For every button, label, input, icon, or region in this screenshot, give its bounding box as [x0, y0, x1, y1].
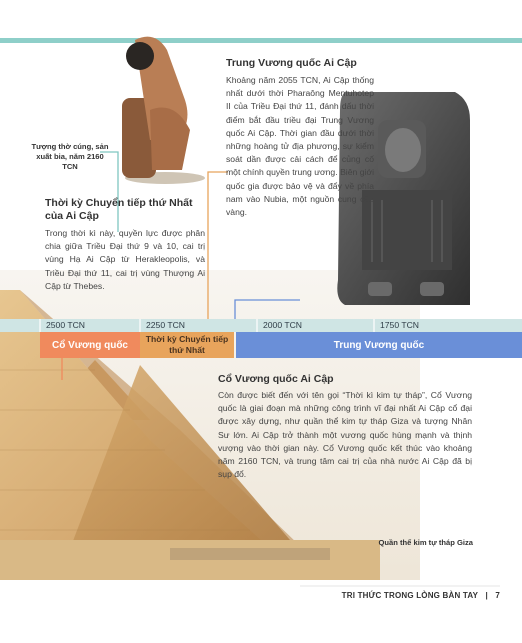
old-kingdom-section: [218, 373, 472, 481]
era-middle-kingdom: Trung Vương quốc: [236, 332, 522, 358]
footer-separator: |: [485, 591, 488, 600]
era-old-kingdom: Cổ Vương quốc: [40, 332, 140, 358]
first-intermediate-title: Thời kỳ Chuyển tiếp thứ Nhất của Ai Cập: [45, 197, 193, 222]
timeline-date-2250: 2250 TCN: [146, 320, 186, 330]
page-footer: [342, 591, 500, 600]
old-kingdom-text: Còn được biết đến với tên gọi “Thời kì kim tự tháp”, Cổ Vương quốc là giai đoạn mà những công trình vĩ đại nhất Ai Cập cổ đại được xây dựng, như quần thể kim tự tháp Giza và tượng Nhân Sư lớn. Ai Cập trở thành một vương quốc hùng mạnh và thịnh vượng vào thời gian này. Cổ Vương quốc kết thúc vào khoảng năm 2160 TCN, và trung tâm cai trị của nhà nước Ai Cập đã bị sụp đổ.: [218, 390, 472, 480]
first-intermediate-section: [45, 197, 205, 293]
top-band: [0, 38, 522, 43]
page-number: 7: [495, 591, 500, 600]
old-kingdom-title: Cổ Vương quốc Ai Cập: [218, 373, 334, 385]
statuette-caption: Tượng thờ cúng, sản xuất bia, năm 2160 TCN: [31, 142, 109, 171]
brewer-statuette: [122, 37, 205, 184]
pyramids-caption: Quần thể kim tự tháp Giza: [378, 538, 473, 547]
timeline-date-1750: 1750 TCN: [380, 320, 420, 330]
era-first-intermediate: Thời kỳ Chuyển tiếp thứ Nhất: [140, 332, 234, 358]
timeline-date-2000: 2000 TCN: [263, 320, 303, 330]
middle-kingdom-section: [226, 57, 374, 219]
footer-title: TRI THỨC TRONG LÒNG BÀN TAY: [341, 591, 479, 600]
first-intermediate-text: Trong thời kì này, quyền lực được phân chia giữa Triều Đại thứ 9 và 10, cai trị vùng Hạ Ai Cập từ Herakleopolis, và Triều Đại thứ 11, cai trị vùng Thượng Ai Cập từ Thebes.: [45, 228, 205, 291]
timeline-date-2500: 2500 TCN: [46, 320, 86, 330]
middle-kingdom-text: Khoảng năm 2055 TCN, Ai Cập thống nhất dưới thời Pharaông Mentuhotep II của Triều Đại thứ 11, đánh dấu thời điểm bắt đầu triều đại Trung Vương quốc Ai Cập. Thời gian đầu dưới thời những hoàng tử địa phương, sự kiểm soát dần được cải cách để củng cố một chính quyền trung ương. Biên giới quốc gia được bảo vệ và đẩy về phía nam vào Nubia, một nguồn cung cấp vàng.: [226, 75, 374, 218]
middle-kingdom-title: Trung Vương quốc Ai Cập: [226, 57, 357, 69]
